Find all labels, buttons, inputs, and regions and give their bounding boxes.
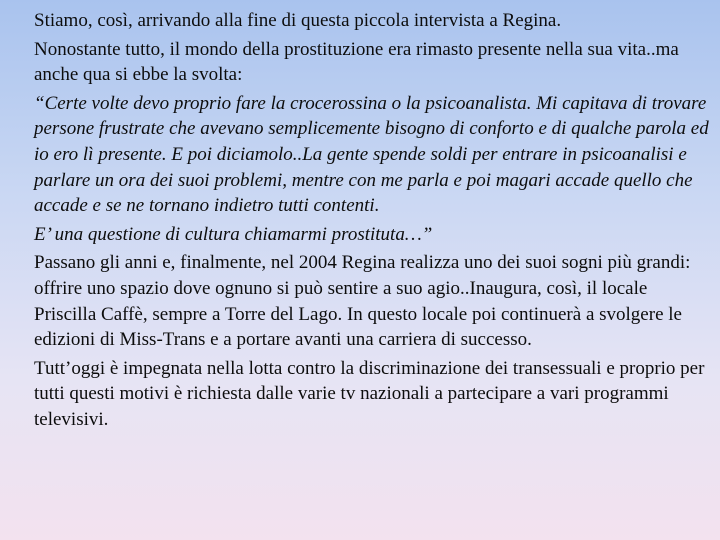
paragraph-prostitution-context: Nonostante tutto, il mondo della prostituzione era rimasto presente nella sua vita..ma anche qua si ebbe la svolta:	[34, 38, 679, 86]
quote-closing: E’ una questione di cultura chiamarmi prostituta…”	[34, 223, 433, 245]
paragraph-today: Tutt’oggi è impegnata nella lotta contro la discriminazione dei transessuali e proprio per tutti questi motivi è richiesta dalle varie tv nazionali a partecipare a vari programmi televisivi.	[34, 357, 705, 430]
paragraph-priscilla-caffe: Passano gli anni e, finalmente, nel 2004 Regina realizza uno dei suoi sogni più grandi: offrire uno spazio dove ognuno si può sentire a suo agio..Inaugura, così, il locale Priscilla Caffè, sempre a Torre del Lago. In questo locale poi continuerà a svolgere le edizioni di Miss-Trans e a portare avanti una carriera di successo.	[34, 252, 691, 351]
paragraph-intro: Stiamo, così, arrivando alla fine di questa piccola intervista a Regina.	[34, 10, 562, 31]
quote-paragraph: “Certe volte devo proprio fare la crocerossina o la psicoanalista. Mi capitava di trovare persone frustrate che avevano semplicemente bisogno di conforto e di qualche parola ed io ero lì presente. E poi diciamolo..La gente spende soldi per entrare in psicoanalisi e parlare un ora dei suoi problemi, mentre con me parla e poi magari accade quello che accade e se ne tornano indietro tutti contenti.	[34, 92, 709, 217]
